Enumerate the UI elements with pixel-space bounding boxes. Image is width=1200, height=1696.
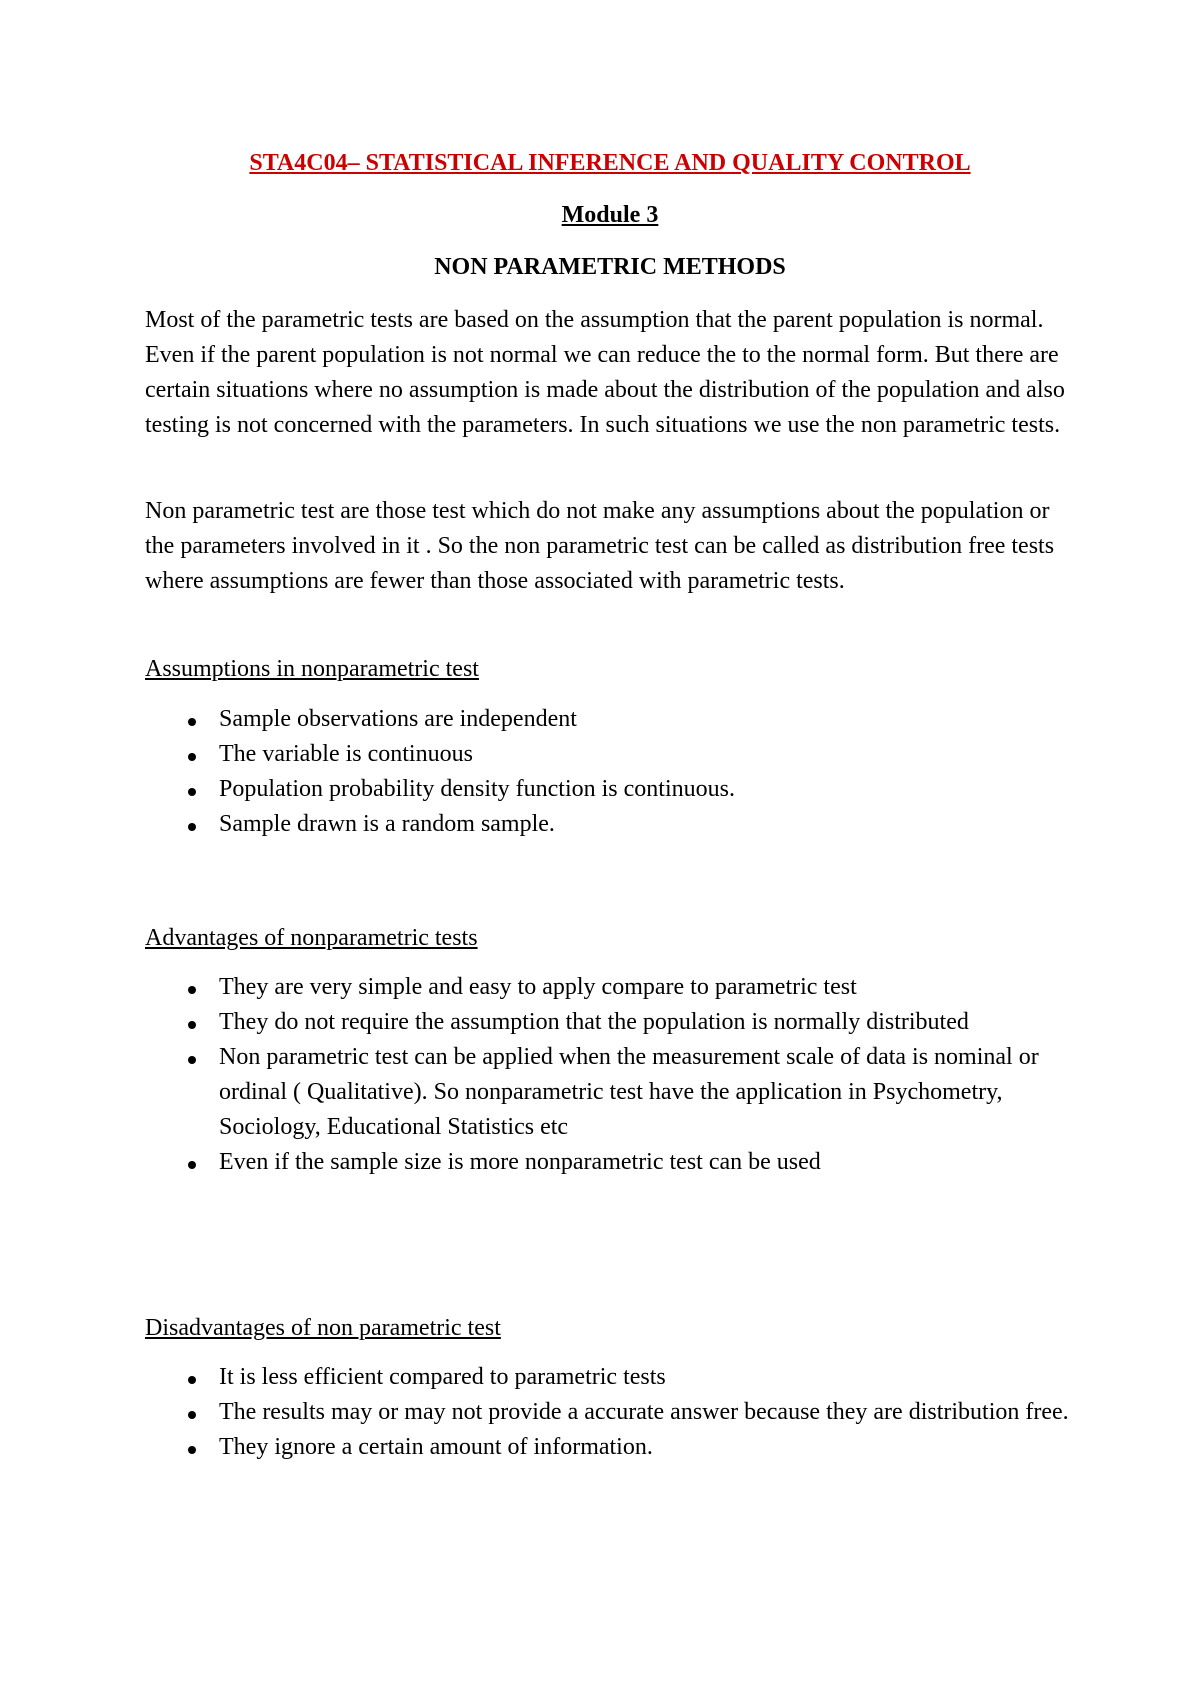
bullet-icon: [188, 1446, 196, 1454]
list-item-text: Sample drawn is a random sample.: [219, 811, 555, 837]
list-item: [145, 807, 1075, 842]
advantages-heading: Advantages of nonparametric tests: [145, 925, 478, 951]
module-title: Module 3: [561, 202, 659, 228]
document-page: [145, 0, 1075, 1696]
list-item: [145, 1360, 1075, 1395]
assumptions-heading: Assumptions in nonparametric test: [145, 656, 479, 682]
list-item: [145, 1005, 1075, 1040]
intro-paragraph: Most of the parametric tests are based on the assumption that the parent population is normal. Even if the parent population is not normal we can reduce the to the normal form. But there are certain situations where no assumption is made about the distribution of the population and also testing is not concerned with the parameters. In such situations we use the non parametric tests.: [145, 307, 1065, 438]
list-item-text: They ignore a certain amount of information.: [219, 1434, 653, 1460]
list-item: [145, 772, 1075, 807]
list-item-text: Even if the sample size is more nonparametric test can be used: [219, 1149, 821, 1175]
list-item-text: It is less efficient compared to parametric tests: [219, 1364, 666, 1390]
list-item: [145, 737, 1075, 772]
course-title: STA4C04– STATISTICAL INFERENCE AND QUALITY CONTROL: [249, 150, 971, 176]
bullet-icon: [188, 1376, 196, 1384]
bullet-icon: [188, 1161, 196, 1169]
bullet-icon: [188, 986, 196, 994]
disadvantages-list: [145, 1360, 1075, 1465]
list-item-text: They do not require the assumption that the population is normally distributed: [219, 1009, 969, 1035]
section-title: NON PARAMETRIC METHODS: [434, 254, 786, 280]
bullet-icon: [188, 788, 196, 796]
bullet-icon: [188, 718, 196, 726]
assumptions-list: [145, 702, 1075, 842]
bullet-icon: [188, 1411, 196, 1419]
list-item: [145, 1430, 1075, 1465]
disadvantages-heading: Disadvantages of non parametric test: [145, 1315, 501, 1341]
bullet-icon: [188, 753, 196, 761]
list-item: [145, 1145, 1075, 1180]
advantages-list: [145, 970, 1075, 1180]
list-item-text: They are very simple and easy to apply compare to parametric test: [219, 974, 857, 1000]
bullet-icon: [188, 823, 196, 831]
list-item: [145, 1040, 1075, 1145]
list-item-text: The variable is continuous: [219, 741, 473, 767]
list-item-text: Sample observations are independent: [219, 706, 577, 732]
bullet-icon: [188, 1021, 196, 1029]
list-item: [145, 970, 1075, 1005]
bullet-icon: [188, 1056, 196, 1064]
list-item-text: Non parametric test can be applied when the measurement scale of data is nominal or ordinal ( Qualitative). So nonparametric test have the application in Psychometry, Sociology, Educational Statistics etc: [219, 1044, 1039, 1140]
list-item: [145, 1395, 1075, 1430]
list-item-text: Population probability density function is continuous.: [219, 776, 735, 802]
list-item-text: The results may or may not provide a accurate answer because they are distribution free.: [219, 1399, 1069, 1425]
list-item: [145, 702, 1075, 737]
definition-paragraph: Non parametric test are those test which do not make any assumptions about the population or the parameters involved in it . So the non parametric test can be called as distribution free tests where assumptions are fewer than those associated with parametric tests.: [145, 498, 1055, 594]
